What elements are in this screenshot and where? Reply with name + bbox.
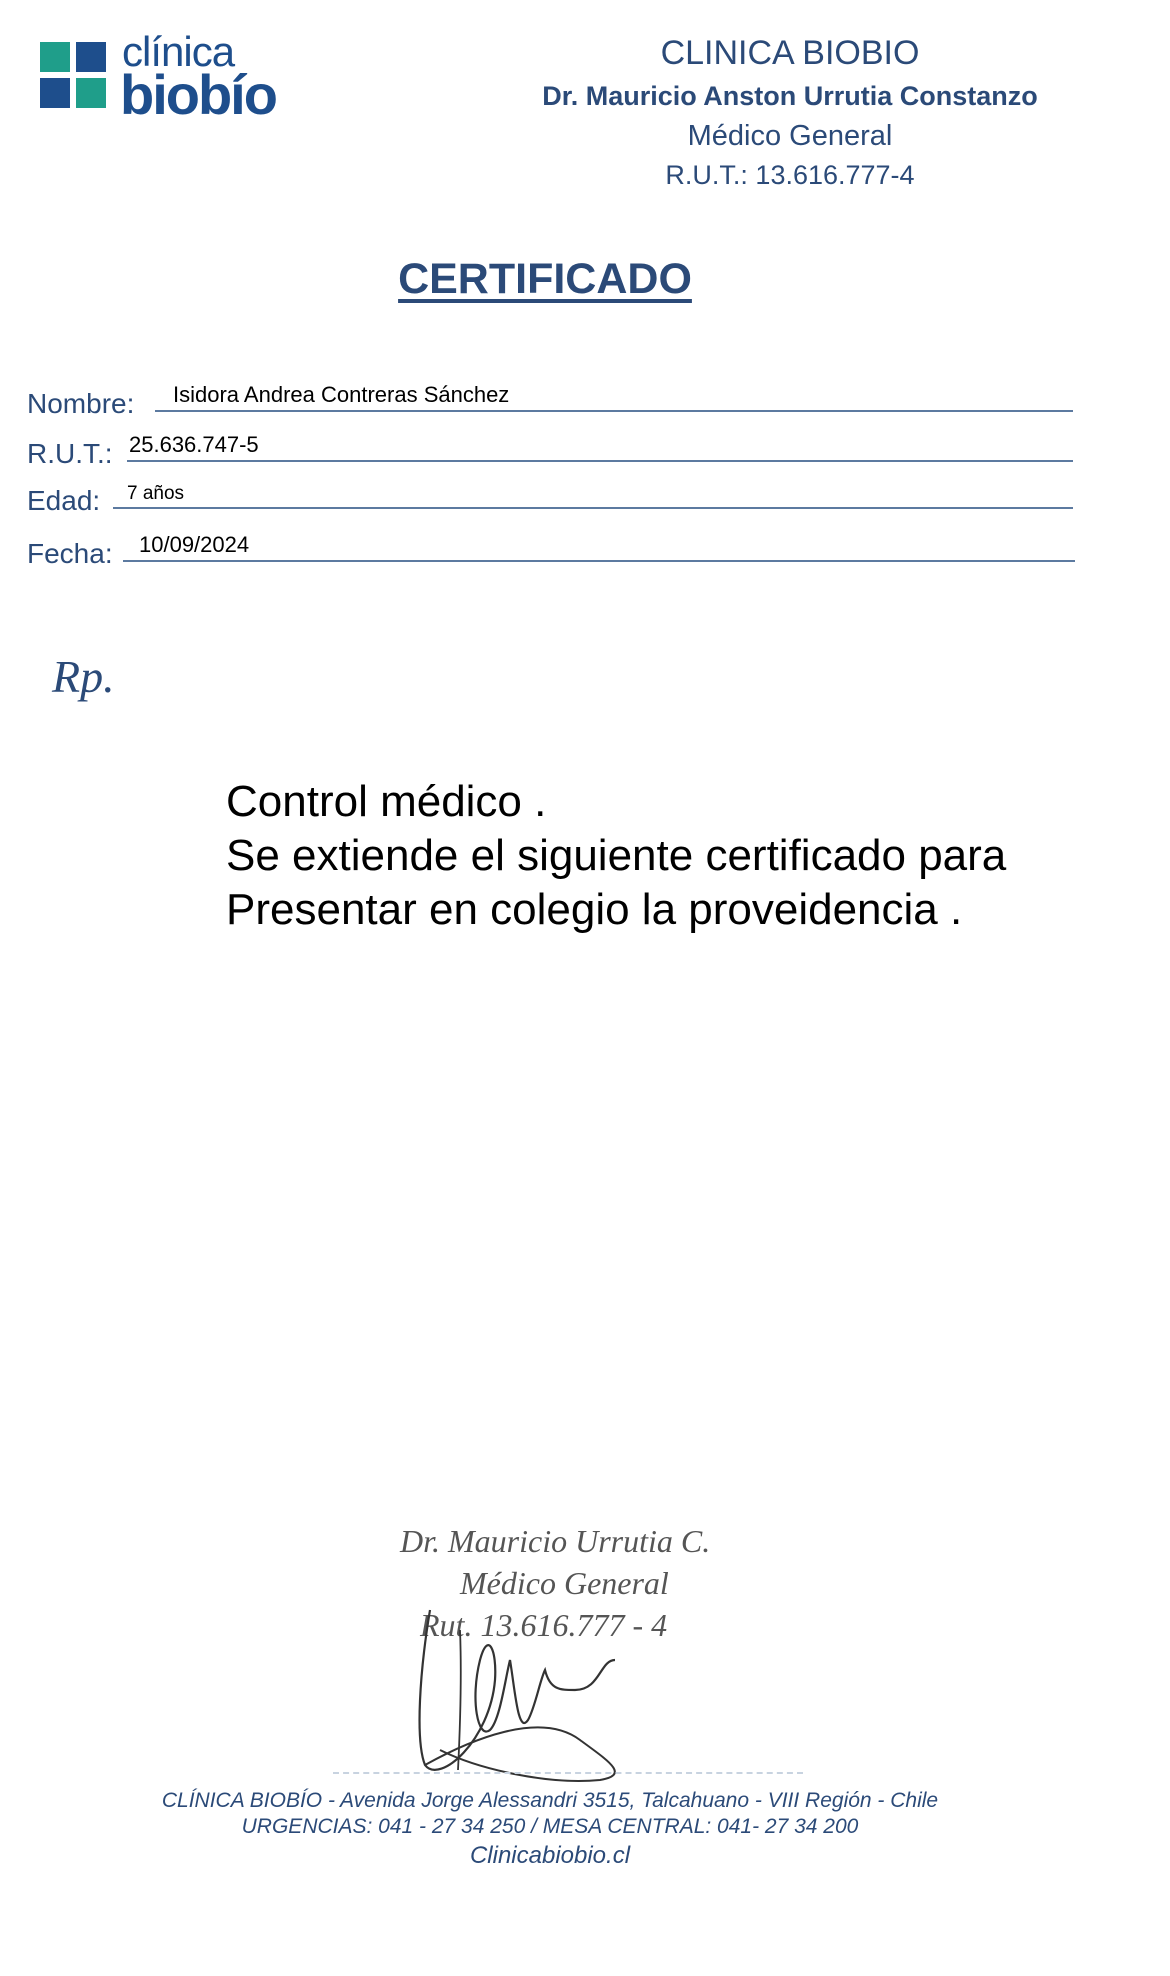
field-nombre (27, 380, 1077, 420)
logo-square-icon (40, 42, 70, 72)
stamp-line: Rut. 13.616.777 - 4 (420, 1607, 668, 1643)
patient-rut: 25.636.747-5 (129, 432, 259, 457)
field-label: Fecha: (27, 538, 113, 569)
signature-line (333, 1772, 803, 1774)
body-line: Presentar en colegio la proveidencia . (226, 885, 963, 934)
stamp-line: Médico General (460, 1565, 669, 1601)
field-underline (113, 507, 1073, 509)
letterhead (500, 30, 1080, 194)
certificate-body (226, 775, 1006, 937)
patient-name: Isidora Andrea Contreras Sánchez (173, 382, 510, 407)
doctor-specialty: Médico General (687, 120, 893, 152)
field-rut (27, 430, 1077, 470)
handwritten-signature (400, 1590, 700, 1790)
doctor-rut: R.U.T.: 13.616.777-4 (665, 160, 915, 190)
clinic-name: CLINICA BIOBIO (660, 34, 920, 72)
document-title: CERTIFICADO (398, 255, 692, 303)
field-underline (155, 410, 1073, 412)
logo-word-biobio: biobío (120, 63, 276, 126)
patient-age: 7 años (127, 483, 185, 504)
rp-mark: Rp. (52, 651, 115, 702)
logo-square-icon (76, 78, 106, 108)
field-underline (123, 560, 1075, 562)
logo-word-clinica: clínica (122, 28, 235, 75)
doctor-name: Dr. Mauricio Anston Urrutia Constanzo (542, 81, 1038, 111)
footer-phones: URGENCIAS: 041 - 27 34 250 / MESA CENTRAL: 041- 27 34 200 (241, 1815, 859, 1838)
body-line: Control médico . (226, 777, 547, 826)
footer-address: CLÍNICA BIOBÍO - Avenida Jorge Alessandri 3515, Talcahuano - VIII Región - Chile (161, 1789, 939, 1812)
field-fecha (27, 530, 1077, 570)
field-label: R.U.T.: (27, 438, 113, 469)
field-edad (27, 477, 1077, 517)
footer (100, 1788, 1000, 1872)
field-underline (127, 460, 1073, 462)
clinic-logo (40, 28, 300, 126)
certificate-date: 10/09/2024 (139, 532, 250, 557)
footer-website[interactable]: Clinicabiobio.cl (469, 1842, 631, 1869)
field-label: Nombre: (27, 388, 135, 419)
logo-square-icon (40, 78, 70, 108)
body-line: Se extiende el siguiente certificado para (226, 831, 1007, 880)
stamp-line: Dr. Mauricio Urrutia C. (400, 1523, 711, 1559)
logo-square-icon (76, 42, 106, 72)
field-label: Edad: (27, 485, 101, 516)
